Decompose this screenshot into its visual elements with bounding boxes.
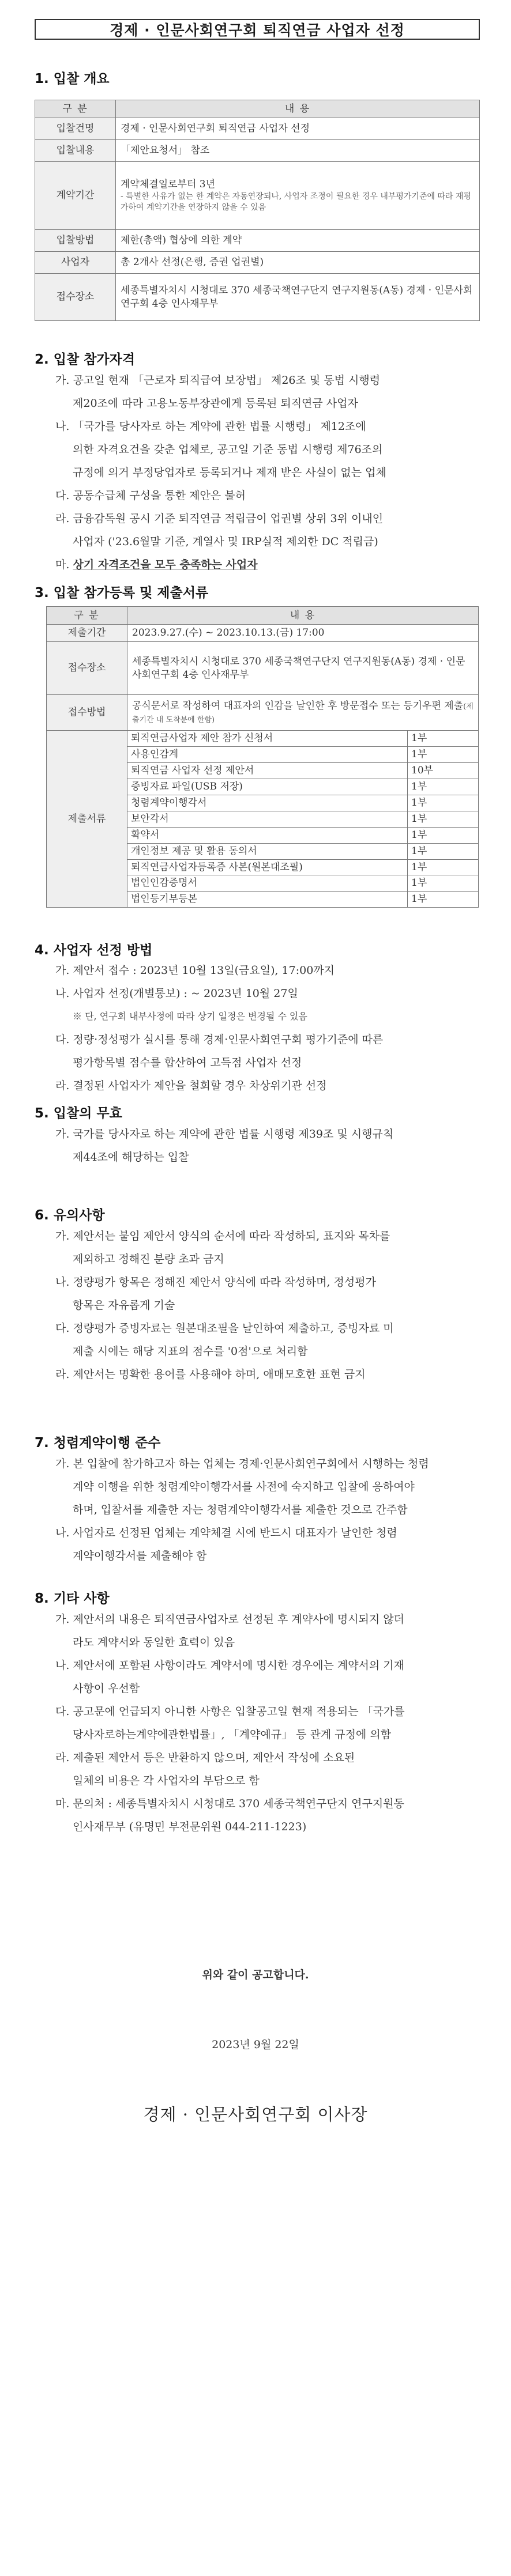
caution-item: 다. 정량평가 증빙자료는 원본대조필을 날인하여 제출하고, 증빙자료 미 제출 시에는 해당 지표의 점수를 '0점'으로 처리함 — [55, 1322, 394, 1358]
section-registration-heading: 3. 입찰 참가등록 및 제출서류 — [35, 586, 209, 600]
invalid-item: 가. 국가를 당사자로 하는 계약에 관한 법률 시행령 제39조 및 시행규칙 제44조에 해당하는 입찰 — [55, 1128, 394, 1164]
caution-item: 가. 제안서는 붙임 제안서 양식의 순서에 따라 작성하되, 표지와 목차를 제외하고 정해진 분량 초과 금지 — [55, 1230, 390, 1266]
document-row: 퇴직연금사업자등록증 사본(원본대조필) 1부 — [127, 859, 478, 875]
registration-place-label: 접수장소 — [47, 642, 127, 695]
integrity-item: 나. 사업자로 선정된 업체는 계약체결 시에 반드시 대표자가 날인한 청렴 계약이행각서를 제출해야 함 — [55, 1527, 397, 1562]
selection-item: 다. 정량·정성평가 실시를 통해 경제·인문사회연구회 평가기준에 따른 평가항목별 점수를 합산하여 고득점 사업자 선정 — [55, 1033, 384, 1069]
etc-item: 가. 제안서의 내용은 퇴직연금사업자로 선정된 후 계약사에 명시되지 않더 라도 계약서와 동일한 효력이 있음 — [55, 1613, 404, 1649]
document-row: 퇴직연금사업자 제안 참가 신청서 1부 — [127, 731, 478, 746]
overview-value: 세종특별자치시 시청대로 370 세종국책연구단지 연구지원동(A동) 경제 · 인문사회연구회 4층 인사재무부 — [116, 274, 480, 321]
overview-value: 제한(총액) 협상에 의한 계약 — [116, 230, 480, 252]
overview-header-category: 구 분 — [35, 100, 116, 118]
announcement-date: 2023년 9월 22일 — [212, 2038, 299, 2051]
integrity-item: 가. 본 입찰에 참가하고자 하는 업체는 경제·인문사회연구회에서 시행하는 청렴 계약 이행을 위한 청렴계약이행각서를 사전에 숙지하고 입찰에 응하여야 하며, 입찰서를 제출한 자는 청렴계약이행각서를 제출한 것으로 간주함 — [55, 1457, 429, 1516]
registration-header-content: 내 용 — [127, 607, 479, 625]
overview-value: 계약체결일로부터 3년 — [121, 179, 216, 191]
eligibility-item: 가. 공고일 현재 「근로자 퇴직급여 보장법」 제26조 및 동법 시행령 제20조에 따라 고용노동부장관에게 등록된 퇴직연금 사업자 — [55, 374, 381, 410]
overview-label: 접수장소 — [35, 274, 116, 321]
eligibility-item: 나. 「국가를 당사자로 하는 계약에 관한 법률 시행령」 제12조에 의한 자격요건을 갖춘 업체로, 공고일 기준 동법 시행령 제76조의 규정에 의거 부정당업자로 등록되거나 제재 받은 사실이 없는 업체 — [55, 420, 386, 479]
overview-label: 입찰내용 — [35, 140, 116, 162]
section-overview-heading: 1. 입찰 개요 — [35, 71, 110, 86]
selection-list — [55, 959, 482, 1097]
eligibility-list — [55, 369, 482, 576]
document-title-box — [35, 19, 480, 40]
registration-method-label: 접수방법 — [47, 695, 127, 731]
overview-label: 입찰건명 — [35, 118, 116, 140]
selection-note: ※ 단, 연구회 내부사정에 따라 상기 일정은 변경될 수 있음 — [73, 1011, 307, 1022]
eligibility-item: 마. 상기 자격조건을 모두 충족하는 사업자 — [55, 558, 258, 571]
document-row: 법인등기부등본 1부 — [127, 892, 478, 907]
section-cautions-heading: 6. 유의사항 — [35, 1208, 105, 1223]
invalid-list — [55, 1123, 482, 1169]
registration-header-category: 구 분 — [47, 607, 127, 625]
document-row: 퇴직연금 사업자 선정 제안서 10부 — [127, 762, 478, 779]
document-row: 법인인감증명서 1부 — [127, 875, 478, 892]
section-etc-heading: 8. 기타 사항 — [35, 1591, 110, 1606]
document-row: 사용인감계 1부 — [127, 746, 478, 762]
selection-item: 라. 결정된 사업자가 제안을 철회할 경우 차상위기관 선정 — [55, 1079, 327, 1092]
registration-table — [46, 606, 479, 908]
etc-item: 라. 제출된 제안서 등은 반환하지 않으며, 제안서 작성에 소요된 일체의 비용은 각 사업자의 부담으로 함 — [55, 1751, 355, 1787]
overview-value: 「제안요청서」 참조 — [116, 140, 480, 162]
documents-list — [127, 731, 478, 907]
caution-item: 라. 제안서는 명확한 용어를 사용해야 하며, 애매모호한 표현 금지 — [55, 1368, 366, 1381]
cautions-list — [55, 1225, 482, 1386]
registration-period-value: 2023.9.27.(수) ~ 2023.10.13.(금) 17:00 — [127, 625, 479, 642]
etc-item: 다. 공고문에 언급되지 아니한 사항은 입찰공고일 현재 적용되는 「국가를 당사자로하는계약에관한법률」, 「계약예규」 등 관계 규정에 의함 — [55, 1705, 405, 1741]
etc-list — [55, 1608, 482, 1838]
section-integrity-heading: 7. 청렴계약이행 준수 — [35, 1436, 161, 1451]
document-row: 증빙자료 파일(USB 저장) 1부 — [127, 779, 478, 795]
registration-period-label: 제출기간 — [47, 625, 127, 642]
eligibility-item: 라. 금융감독원 공시 기준 퇴직연금 적립금이 업권별 상위 3위 이내인 사업자 ('23.6월말 기준, 계열사 및 IRP실적 제외한 DC 적립금) — [55, 512, 384, 548]
document-row: 보안각서 1부 — [127, 811, 478, 827]
overview-header-content: 내 용 — [116, 100, 480, 118]
section-eligibility-heading: 2. 입찰 참가자격 — [35, 352, 136, 367]
selection-item: 나. 사업자 선정(개별통보) : ~ 2023년 10월 27일 ※ 단, 연구회 내부사정에 따라 상기 일정은 변경될 수 있음 — [55, 982, 482, 1028]
overview-table — [35, 100, 480, 321]
overview-note: - 특별한 사유가 없는 한 계약은 자동연장되나, 사업자 조정이 필요한 경우 내부평가기준에 따라 재평가하여 계약기간을 연장하지 않을 수 있음 — [121, 192, 471, 212]
eligibility-item: 다. 공동수급체 구성을 통한 제안은 불허 — [55, 489, 246, 502]
document-title: 경제 · 인문사회연구회 퇴직연금 사업자 선정 — [110, 22, 405, 39]
caution-item: 나. 정량평가 항목은 정해진 제안서 양식에 따라 작성하며, 정성평가 항목은 자유롭게 기술 — [55, 1276, 376, 1312]
document-row: 개인정보 제공 및 활용 동의서 1부 — [127, 843, 478, 859]
section-selection-heading: 4. 사업자 선정 방법 — [35, 943, 153, 958]
overview-value: 경제 · 인문사회연구회 퇴직연금 사업자 선정 — [116, 118, 480, 140]
overview-label: 사업자 — [35, 252, 116, 274]
integrity-list — [55, 1452, 482, 1567]
overview-value: 총 2개사 선정(은행, 증권 업권별) — [116, 252, 480, 274]
etc-item: 나. 제안서에 포함된 사항이라도 계약서에 명시한 경우에는 계약서의 기재 사항이 우선함 — [55, 1659, 404, 1695]
registration-method-value: 공식문서로 작성하여 대표자의 인감을 날인한 후 방문접수 또는 등기우편 제출 — [132, 700, 464, 712]
closing-statement: 위와 같이 공고합니다. — [202, 1969, 309, 1981]
registration-method-note: (제출기간 내 도착분에 한함) — [132, 702, 474, 724]
registration-place-value: 세종특별자치시 시청대로 370 세종국책연구단지 연구지원동(A동) 경제 · 인문사회연구회 4층 인사재무부 — [127, 642, 479, 695]
etc-item: 마. 문의처 : 세종특별자치시 시청대로 370 세종국책연구단지 연구지원동 인사재무부 (유명민 부전문위원 044-211-1223) — [55, 1797, 404, 1833]
issuer-signature: 경제 · 인문사회연구회 이사장 — [143, 2105, 368, 2124]
overview-label: 계약기간 — [35, 162, 116, 230]
section-invalid-heading: 5. 입찰의 무효 — [35, 1106, 122, 1121]
overview-label: 입찰방법 — [35, 230, 116, 252]
registration-docs-label: 제출서류 — [47, 731, 127, 908]
selection-item: 가. 제안서 접수 : 2023년 10월 13일(금요일), 17:00까지 — [55, 964, 335, 977]
document-row: 청렴계약이행각서 1부 — [127, 795, 478, 811]
document-row: 확약서 1부 — [127, 827, 478, 843]
